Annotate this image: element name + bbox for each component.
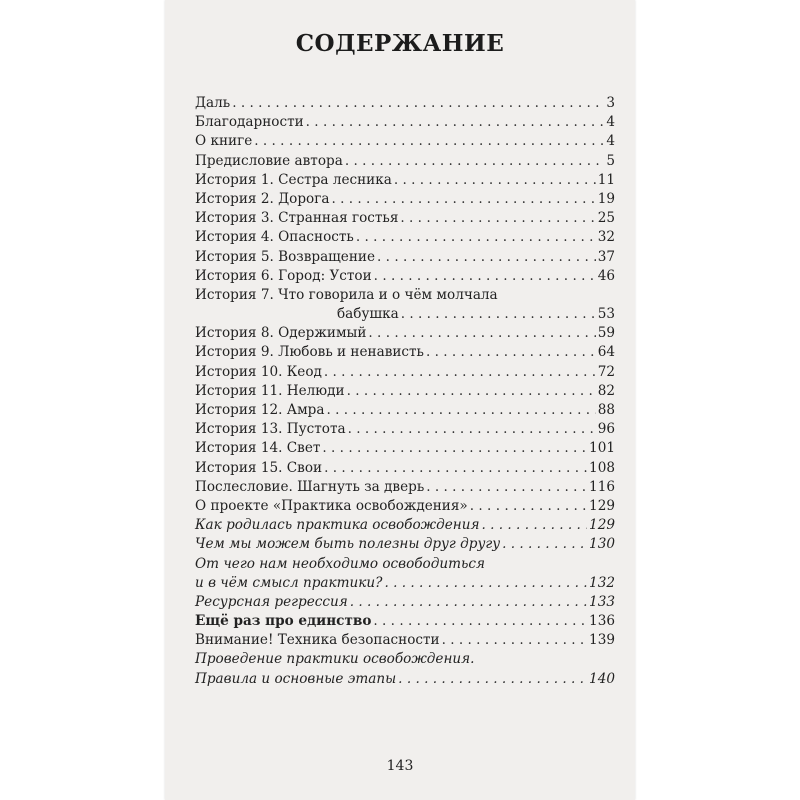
toc-entry-title-continued: бабушка	[337, 306, 399, 323]
toc-entry-page: 5	[606, 152, 615, 169]
toc-entry-page: 25	[597, 210, 615, 227]
toc-entry-title: О книге	[195, 133, 253, 150]
toc-entry-page: 101	[589, 440, 615, 457]
toc-entry-title: Как родилась практика освобождения	[195, 517, 480, 534]
toc-entry-page: 88	[597, 402, 615, 418]
dot-leader	[350, 593, 587, 612]
toc-entry-title: От чего нам необходимо освободиться	[195, 555, 486, 572]
dot-leader	[348, 420, 596, 439]
toc-subentry	[195, 555, 615, 593]
toc-entry-page: 11	[597, 171, 615, 188]
dot-leader	[394, 171, 596, 190]
dot-leader	[324, 363, 596, 382]
toc-entry-title: История 13. Пустота	[195, 421, 346, 438]
dot-leader	[426, 343, 596, 362]
toc-entry-title-continued: Правила и основные этапы	[195, 670, 397, 687]
toc-entry-title: История 2. Дорога	[195, 190, 330, 207]
dot-leader	[398, 670, 587, 689]
toc-entry-title: Предисловие автора	[195, 152, 343, 169]
toc-entry-title: История 14. Свет	[195, 440, 321, 457]
toc-entry	[195, 190, 615, 209]
toc-entry	[195, 209, 615, 228]
toc-entry-title: Ресурсная регрессия	[195, 593, 348, 610]
toc-entry	[195, 324, 615, 343]
dot-leader	[373, 612, 587, 631]
toc-entry-page: 129	[589, 517, 615, 534]
dot-leader	[442, 631, 587, 650]
dot-leader	[326, 401, 595, 420]
toc-entry	[195, 459, 615, 478]
toc-entry-title: Ещё раз про единство	[195, 613, 372, 630]
dot-leader	[368, 324, 595, 343]
toc-entry-page: 37	[597, 248, 615, 265]
dot-leader	[481, 516, 587, 535]
toc-entry-title: Даль	[195, 95, 231, 111]
page-title: СОДЕРЖАНИЕ	[295, 30, 505, 57]
page-number: 143	[386, 758, 414, 774]
toc-entry	[195, 132, 615, 151]
toc-entry	[195, 420, 615, 439]
toc-entry	[195, 363, 615, 382]
toc-entry-page: 129	[589, 497, 615, 514]
dot-leader	[232, 94, 604, 113]
toc-entry-page: 59	[597, 325, 615, 342]
toc-entry-title: История 12. Амра	[195, 402, 325, 418]
toc-entry	[195, 343, 615, 362]
dot-leader	[331, 190, 595, 209]
toc-entry-title: История 8. Одержимый	[195, 325, 367, 342]
toc-entry-title-continued: и в чём смысл практики?	[195, 574, 383, 591]
toc-entry-page: 46	[597, 267, 615, 284]
toc-entry	[195, 478, 615, 497]
toc-entry	[195, 267, 615, 286]
toc-entry-page: 108	[589, 459, 615, 476]
toc-entry-title: История 7. Что говорила и о чём молчала	[195, 286, 498, 303]
toc-entry-title: История 6. Город: Устои	[195, 267, 372, 284]
toc-entry-page: 133	[589, 593, 615, 610]
toc-entry	[195, 113, 615, 132]
toc-entry-title: История 10. Кеод	[195, 363, 322, 380]
toc-entry-page: 116	[589, 478, 615, 495]
toc-entry-page: 32	[597, 229, 615, 246]
toc-entry-page: 4	[606, 133, 615, 150]
toc-entry	[195, 497, 615, 516]
toc-entry-title: История 15. Свои	[195, 459, 323, 476]
toc-entry-title: История 9. Любовь и ненависть	[195, 344, 424, 361]
toc-entry-page: 19	[597, 190, 615, 207]
table-of-contents	[195, 94, 615, 689]
toc-entry	[195, 631, 615, 650]
toc-subentry	[195, 650, 615, 688]
toc-entry-page: 53	[597, 306, 615, 323]
toc-entry-title: История 3. Странная гостья	[195, 210, 399, 227]
toc-entry-page: 72	[597, 363, 615, 380]
dot-leader	[502, 535, 587, 554]
toc-entry-page: 136	[589, 613, 615, 630]
toc-entry-title: Внимание! Техника безопасности	[195, 632, 440, 649]
toc-entry-page: 64	[597, 344, 615, 361]
toc-entry-page: 4	[606, 114, 615, 131]
dot-leader	[384, 574, 587, 593]
toc-entry-page: 130	[589, 536, 615, 553]
toc-entry-title: Благодарности	[195, 114, 304, 131]
toc-entry-page: 96	[597, 421, 615, 438]
toc-entry	[195, 612, 615, 631]
dot-leader	[426, 478, 587, 497]
toc-entry	[195, 171, 615, 190]
book-page	[165, 0, 635, 800]
toc-entry-title: История 1. Сестра лесника	[195, 171, 392, 188]
toc-subentry	[195, 516, 615, 535]
dot-leader	[401, 305, 596, 324]
toc-entry-title: Чем мы можем быть полезны друг другу	[195, 536, 501, 553]
toc-entry-title: Послесловие. Шагнуть за дверь	[195, 478, 425, 495]
toc-entry	[195, 228, 615, 247]
toc-entry-title: История 11. Нелюди	[195, 382, 345, 399]
dot-leader	[345, 152, 605, 171]
toc-entry-page: 3	[606, 95, 615, 111]
dot-leader	[356, 228, 596, 247]
toc-entry-page: 132	[589, 574, 615, 591]
dot-leader	[374, 267, 596, 286]
toc-entry	[195, 439, 615, 458]
dot-leader	[377, 248, 596, 267]
toc-entry	[195, 94, 615, 113]
toc-entry	[195, 401, 615, 420]
toc-entry	[195, 152, 615, 171]
dot-leader	[324, 459, 587, 478]
toc-entry	[195, 286, 615, 324]
dot-leader	[347, 382, 596, 401]
toc-subentry	[195, 593, 615, 612]
toc-entry-page: 139	[589, 632, 615, 649]
toc-entry-page: 82	[597, 382, 615, 399]
dot-leader	[306, 113, 605, 132]
dot-leader	[400, 209, 595, 228]
toc-entry	[195, 248, 615, 267]
toc-entry	[195, 382, 615, 401]
toc-subentry	[195, 535, 615, 554]
toc-entry-page: 140	[589, 670, 615, 687]
toc-entry-title: История 5. Возвращение	[195, 248, 376, 265]
toc-entry-title: Проведение практики освобождения.	[195, 651, 475, 668]
toc-entry-title: История 4. Опасность	[195, 229, 354, 246]
dot-leader	[322, 439, 587, 458]
toc-entry-title: О проекте «Практика освобождения»	[195, 497, 468, 514]
dot-leader	[470, 497, 587, 516]
dot-leader	[254, 132, 604, 151]
